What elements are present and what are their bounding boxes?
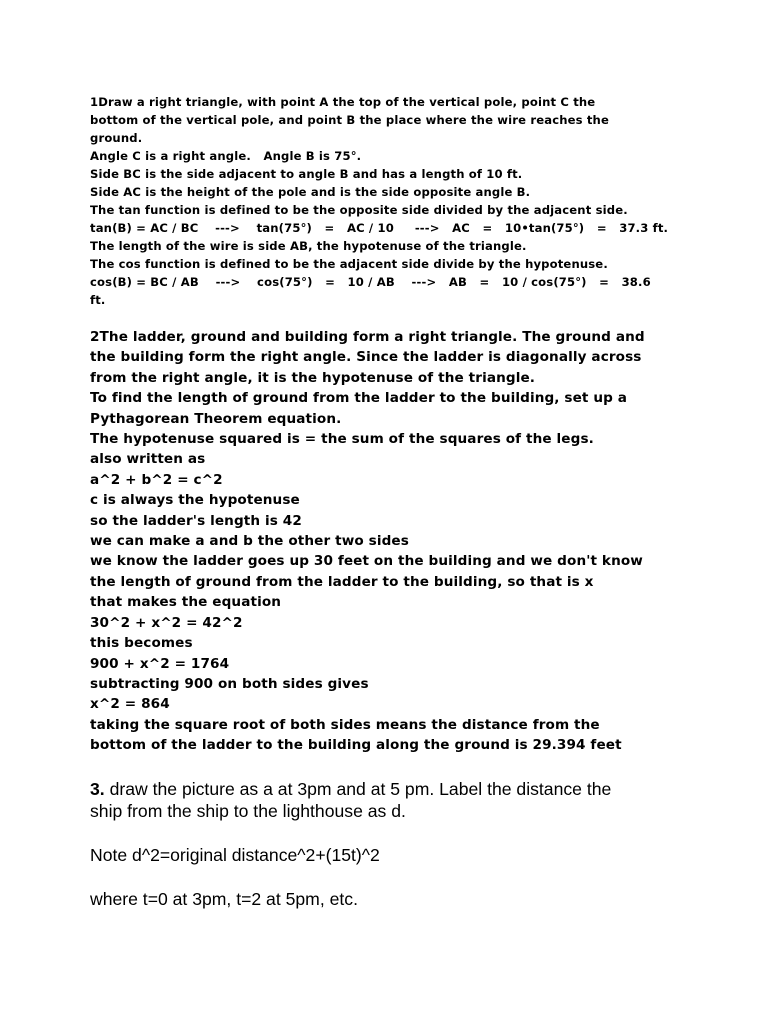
problem-1-line: tan(B) = AC / BC ---> tan(75°) = AC / 10 ---> AC = 10•tan(75°) = 37.3 ft. xyxy=(90,221,669,235)
problem-3-where: where t=0 at 3pm, t=2 at 5pm, etc. xyxy=(90,889,358,909)
problem-1-line: Side AC is the height of the pole and is the side opposite angle B. xyxy=(90,185,531,199)
problem-2-line: a^2 + b^2 = c^2 xyxy=(90,471,223,488)
problem-2-line: from the right angle, it is the hypotenuse of the triangle. xyxy=(90,369,536,386)
problem-3-intro-text: draw the picture as a at 3pm and at 5 pm. Label the distance the xyxy=(104,779,612,799)
problem-2-line: 900 + x^2 = 1764 xyxy=(90,655,230,672)
problem-2-line: we know the ladder goes up 30 feet on the building and we don't know xyxy=(90,553,643,570)
problem-2-line: subtracting 900 on both sides gives xyxy=(90,675,369,692)
problem-1-line: cos(B) = BC / AB ---> cos(75°) = 10 / AB ---> AB = 10 / cos(75°) = 38.6 xyxy=(90,275,651,289)
problem-2-line: 30^2 + x^2 = 42^2 xyxy=(90,614,243,631)
problem-2-line: 2The ladder, ground and building form a right triangle. The ground and xyxy=(90,329,645,345)
problem-1-line: 1Draw a right triangle, with point A the top of the vertical pole, point C the xyxy=(90,95,596,109)
problem-2-solution xyxy=(90,327,690,756)
problem-1-line: ft. xyxy=(90,293,106,307)
problem-1-line: Angle C is a right angle. Angle B is 75°. xyxy=(90,149,362,163)
problem-2-line: that makes the equation xyxy=(90,594,282,611)
problem-1-line: Side BC is the side adjacent to angle B and has a length of 10 ft. xyxy=(90,167,523,181)
problem-3-intro-line xyxy=(90,778,690,800)
problem-2-line: Pythagorean Theorem equation. xyxy=(90,410,342,427)
problem-2-line: the building form the right angle. Since the ladder is diagonally across xyxy=(90,349,642,366)
problem-2-line: To find the length of ground from the ladder to the building, set up a xyxy=(90,390,628,407)
problem-2-line: the length of ground from the ladder to the building, so that is x xyxy=(90,573,594,590)
problem-1-solution xyxy=(90,93,690,309)
problem-2-line: c is always the hypotenuse xyxy=(90,492,300,509)
spacer xyxy=(90,822,690,844)
problem-2-line: taking the square root of both sides means the distance from the xyxy=(90,716,600,733)
problem-1-line: The length of the wire is side AB, the hypotenuse of the triangle. xyxy=(90,239,527,253)
problem-1-line: ground. xyxy=(90,131,143,145)
problem-1-line: The cos function is defined to be the adjacent side divide by the hypotenuse. xyxy=(90,257,608,271)
problem-2-line: bottom of the ladder to the building along the ground is 29.394 feet xyxy=(90,737,622,754)
problem-2-line: this becomes xyxy=(90,635,193,652)
problem-1-line: bottom of the vertical pole, and point B the place where the wire reaches the xyxy=(90,113,609,127)
problem-3-number: 3. xyxy=(90,779,105,799)
problem-3-solution xyxy=(90,778,690,910)
problem-3-note: Note d^2=original distance^2+(15t)^2 xyxy=(90,845,380,865)
problem-2-line: x^2 = 864 xyxy=(90,696,170,713)
problem-2-line: so the ladder's length is 42 xyxy=(90,512,302,529)
spacer xyxy=(90,866,690,888)
problem-1-line: The tan function is defined to be the opposite side divided by the adjacent side. xyxy=(90,203,628,217)
problem-2-line: we can make a and b the other two sides xyxy=(90,533,409,550)
problem-2-line: The hypotenuse squared is = the sum of the squares of the legs. xyxy=(90,431,594,448)
problem-3-intro-line-2: ship from the ship to the lighthouse as d. xyxy=(90,801,406,821)
problem-2-line: also written as xyxy=(90,451,206,468)
